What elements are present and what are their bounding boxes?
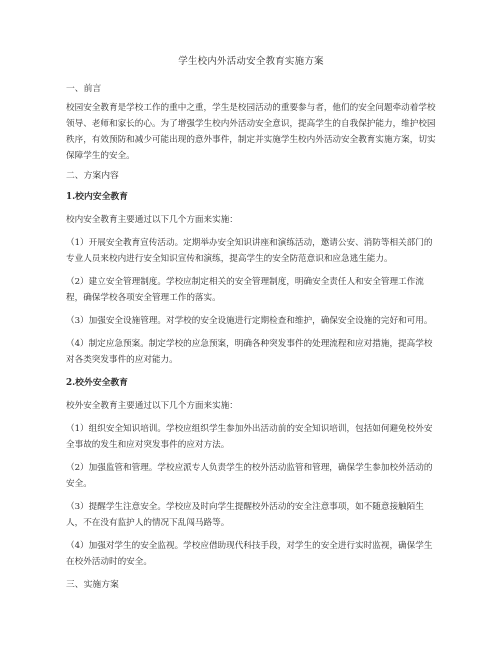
section-heading-content: 二、方案内容 (66, 171, 119, 181)
campus-lead: 校内安全教育主要通过以下几个方面来实施： (66, 215, 238, 225)
campus-item-2: （2）建立安全管理制度。学校应制定相关的安全管理制度，明确安全责任人和安全管理工作流程，确保学校各项安全管理工作的落实。 (66, 277, 424, 303)
offcampus-item-3: （3）提醒学生注意安全。学校应及时向学生提醒校外活动的安全注意事项，如不随意接触陌生人，不在没有监护人的情况下乱闯马路等。 (66, 502, 424, 528)
offcampus-item-4: （4）加强对学生的安全监视。学校应借助现代科技手段，对学生的安全进行实时监视，确保学生在校外活动时的安全。 (66, 541, 433, 567)
offcampus-lead: 校外安全教育主要通过以下几个方面来实施： (66, 401, 238, 411)
section-heading-preface: 一、前言 (66, 84, 102, 94)
offcampus-item-2: （2）加强监管和管理。学校应派专人负责学生的校外活动监管和管理，确保学生参加校外活动的安全。 (66, 463, 433, 489)
campus-item-1: （1）开展安全教育宣传活动。定期举办安全知识讲座和演练活动，邀请公安、消防等相关部门的专业人员来校内进行安全知识宣传和演练，提高学生的安全防范意识和应急逃生能力。 (66, 238, 433, 264)
campus-item-4: （4）制定应急预案。制定学校的应急预案，明确各种突发事件的处理流程和应对措施，提高学校对各类突发事件的应对能力。 (66, 339, 433, 365)
offcampus-item-1: （1）组织安全知识培训。学校应组织学生参加外出活动前的安全知识培训，包括如何避免校外安全事故的发生和应对突发事件的应对方法。 (66, 424, 433, 450)
campus-item-3: （3）加强安全设施管理。对学校的安全设施进行定期检查和维护，确保安全设施的完好和可用。 (66, 316, 433, 326)
subsection-heading-offcampus: 2.校外安全教育 (66, 378, 128, 388)
document-title: 学生校内外活动安全教育实施方案 (178, 56, 324, 67)
subsection-heading-campus: 1.校内安全教育 (66, 192, 128, 202)
section-heading-implementation: 三、实施方案 (66, 580, 119, 590)
intro-paragraph: 校园安全教育是学校工作的重中之重，学生是校园活动的重要参与者，他们的安全问题牵动着学校领导、老师和家长的心。为了增强学生校内外活动安全意识，提高学生的自我保护能力，维护校园秩序，有效预防和减少可能出现的意外事件，制定并实施学生校内外活动安全教育实施方案，切实保障学生的安全。 (66, 103, 436, 161)
